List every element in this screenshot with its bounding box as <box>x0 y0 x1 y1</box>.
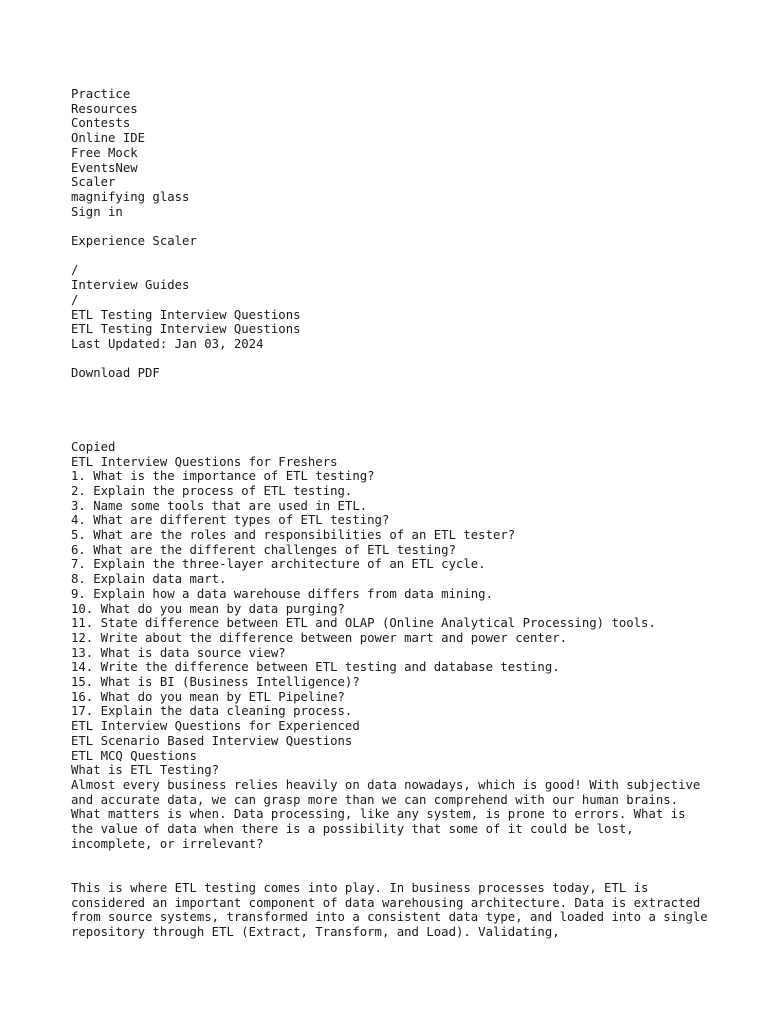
toc-question[interactable]: 6. What are the different challenges of ETL testing? <box>71 542 456 557</box>
toc-section-mcq[interactable]: ETL MCQ Questions <box>71 748 197 763</box>
toc-question[interactable]: 16. What do you mean by ETL Pipeline? <box>71 689 345 704</box>
toc-question[interactable]: 7. Explain the three-layer architecture of an ETL cycle. <box>71 557 486 572</box>
toc-question[interactable]: 13. What is data source view? <box>71 645 286 660</box>
intro-paragraph: Almost every business relies heavily on data nowadays, which is good! With subjective and accurate data, we can grasp more than we can comprehend with our human brains. What matters is when. Data processing, like any system, is prone to errors. What is the value of data when there is a possibility that some of it could be lost, incomplete, or irrelevant? <box>71 777 701 851</box>
toc-question[interactable]: 11. State difference between ETL and OLAP (Online Analytical Processing) tools. <box>71 616 656 631</box>
toc-question[interactable]: 8. Explain data mart. <box>71 572 227 587</box>
toc-question[interactable]: 9. Explain how a data warehouse differs from data mining. <box>71 586 493 601</box>
nav-events[interactable]: EventsNew <box>71 160 138 175</box>
toc-section-freshers[interactable]: ETL Interview Questions for Freshers <box>71 454 338 469</box>
last-updated: Last Updated: Jan 03, 2024 <box>71 336 264 351</box>
toc-question[interactable]: 12. Write about the difference between power mart and power center. <box>71 630 568 645</box>
top-nav <box>71 87 731 249</box>
page-title: ETL Testing Interview Questions <box>71 322 301 337</box>
nav-contests[interactable]: Contests <box>71 116 131 131</box>
toc-section-experienced[interactable]: ETL Interview Questions for Experienced <box>71 719 360 734</box>
toc-question[interactable]: 2. Explain the process of ETL testing. <box>71 483 353 498</box>
nav-practice[interactable]: Practice <box>71 87 131 101</box>
toc-question[interactable]: 1. What is the importance of ETL testing? <box>71 469 375 484</box>
intro-heading: What is ETL Testing? <box>71 763 220 778</box>
toc-question[interactable]: 3. Name some tools that are used in ETL. <box>71 498 368 513</box>
toc-section-scenario[interactable]: ETL Scenario Based Interview Questions <box>71 733 353 748</box>
sign-in-button[interactable]: Sign in <box>71 204 123 219</box>
table-of-contents <box>71 455 731 764</box>
page-content <box>71 87 731 940</box>
breadcrumb-separator: / <box>71 263 79 278</box>
breadcrumb-interview-guides[interactable]: Interview Guides <box>71 278 190 293</box>
breadcrumb-current: ETL Testing Interview Questions <box>71 307 301 322</box>
nav-resources[interactable]: Resources <box>71 101 138 116</box>
intro-paragraph: This is where ETL testing comes into play. In business processes today, ETL is considered an important component of data warehousing architecture. Data is extracted from source systems, transformed into a consistent data type, and loaded into a single repository through ETL (Extract, Transform, and Load). Validating, <box>71 880 708 939</box>
toc-question[interactable]: 5. What are the roles and responsibilities of an ETL tester? <box>71 528 516 543</box>
toc-question[interactable]: 4. What are different types of ETL testing? <box>71 513 390 528</box>
breadcrumb-separator: / <box>71 292 79 307</box>
nav-online-ide[interactable]: Online IDE <box>71 131 146 146</box>
experience-scaler-button[interactable]: Experience Scaler <box>71 234 197 249</box>
magnifying-glass-icon[interactable]: magnifying glass <box>71 189 190 204</box>
toc-question[interactable]: 14. Write the difference between ETL testing and database testing. <box>71 660 560 675</box>
toc-question[interactable]: 17. Explain the data cleaning process. <box>71 704 353 719</box>
nav-free-mock[interactable]: Free Mock <box>71 145 138 160</box>
copied-toast: Copied <box>71 439 116 454</box>
nav-scaler[interactable]: Scaler <box>71 175 116 190</box>
toc-question[interactable]: 10. What do you mean by data purging? <box>71 601 345 616</box>
download-pdf-button[interactable]: Download PDF <box>71 366 160 381</box>
breadcrumb <box>71 263 731 322</box>
toc-question[interactable]: 15. What is BI (Business Intelligence)? <box>71 675 360 690</box>
